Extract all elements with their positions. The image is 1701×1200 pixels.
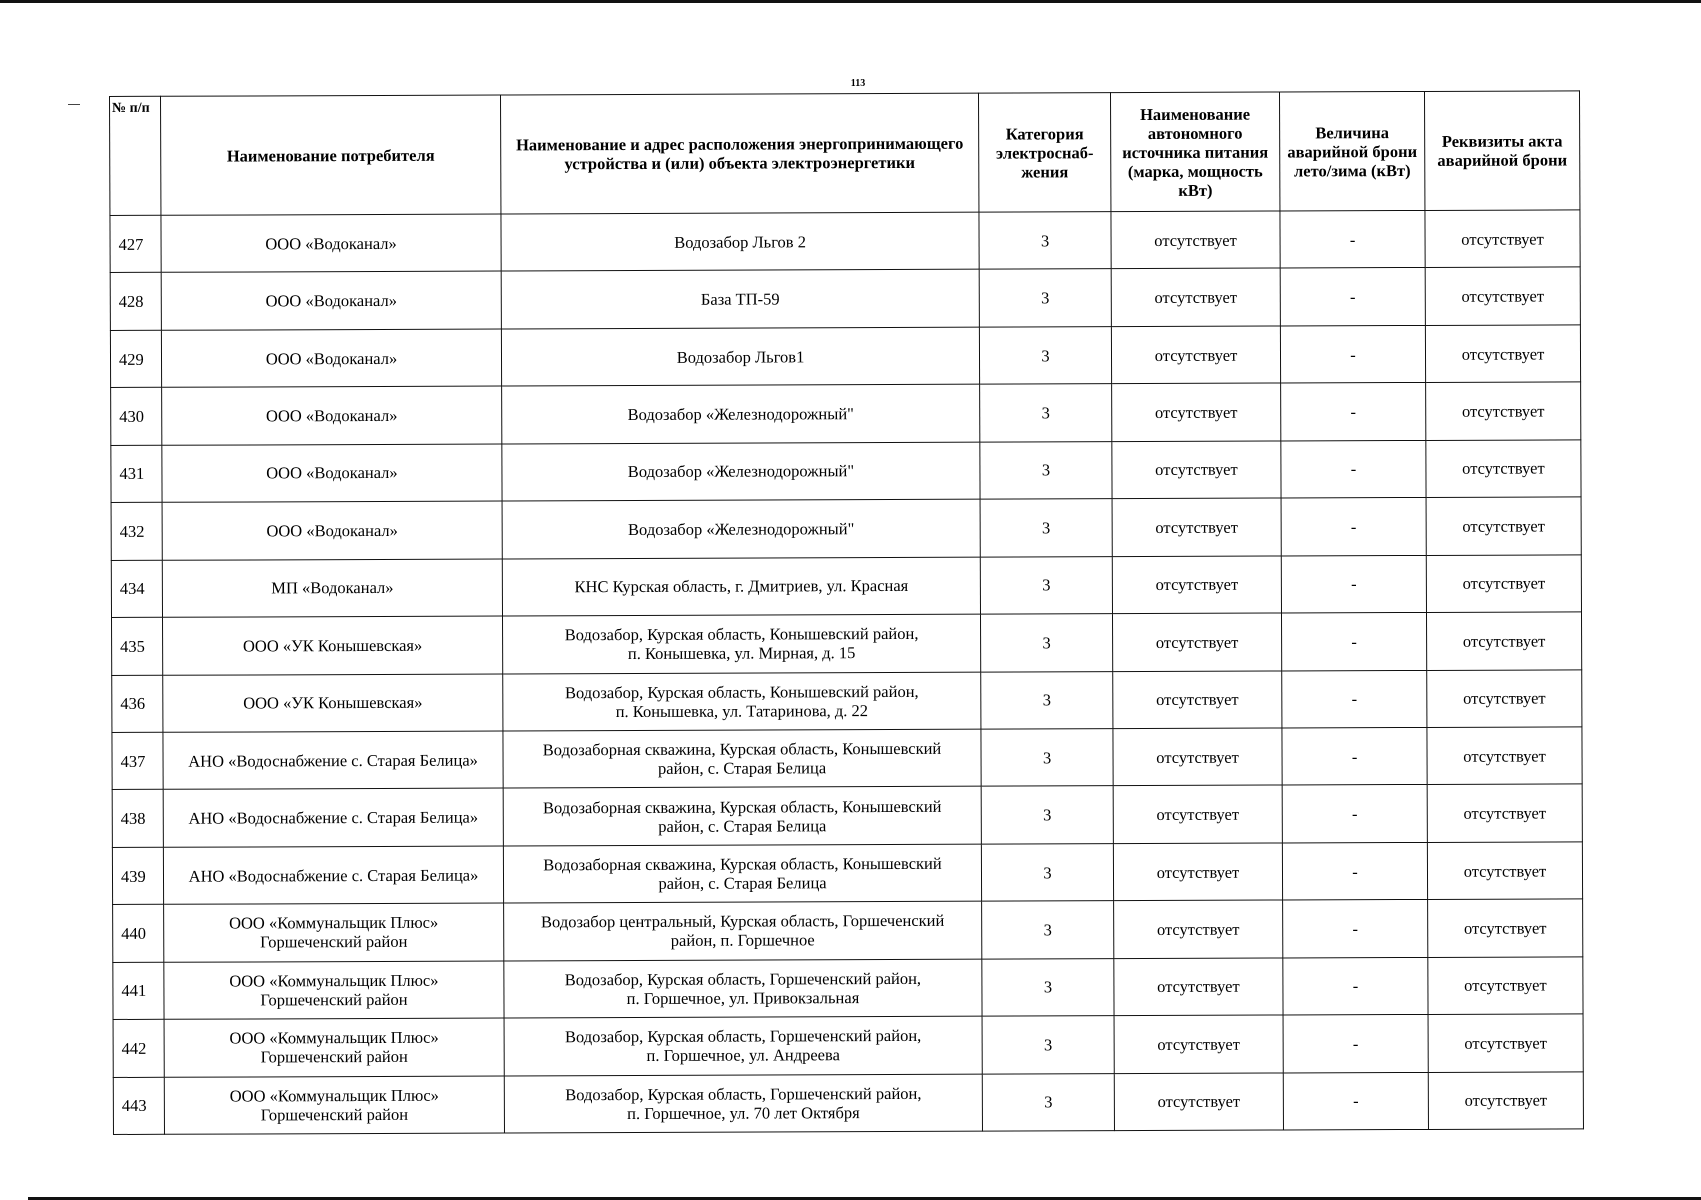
cell-num: 429 — [110, 330, 161, 388]
cell-act: отсутствует — [1426, 497, 1581, 555]
table-row — [110, 210, 1580, 273]
table-body — [110, 210, 1584, 1135]
cell-num: 436 — [112, 675, 163, 733]
cell-act: отсутствует — [1426, 382, 1581, 440]
header-reserve: Величина аварийной брони лето/зима (кВт) — [1279, 91, 1424, 211]
object-line: Водозабор «Железнодорожный" — [627, 461, 855, 482]
cell-category: 3 — [981, 729, 1113, 787]
scan-border-top — [0, 0, 1701, 3]
cell-power_source: отсутствует — [1114, 900, 1283, 958]
object-line: район, с. Старая Белица — [657, 758, 827, 779]
header-consumer: Наименование потребителя — [161, 95, 501, 215]
cell-category: 3 — [982, 958, 1114, 1016]
cell-consumer — [164, 903, 504, 962]
cell-act: отсутствует — [1428, 1014, 1583, 1072]
cell-object — [503, 729, 981, 788]
object-line: Водозабор Льгов1 — [676, 346, 805, 367]
object-line: Водозабор Льгов 2 — [674, 232, 806, 252]
table-row — [112, 612, 1582, 675]
consumer-line: ООО «УК Конышевская» — [243, 693, 423, 713]
cell-object — [504, 1074, 982, 1133]
object-line: Водозабор, Курская область, Горшеченский район, — [565, 1083, 922, 1105]
object-line: Водозабор, Курская область, Конышевский район, — [564, 681, 919, 702]
object-line: Водозабор, Курская область, Горшеченский район, — [564, 968, 922, 990]
table-row — [112, 784, 1582, 847]
cell-consumer — [161, 329, 501, 388]
cell-consumer — [162, 444, 502, 503]
cell-power_source: отсутствует — [1111, 268, 1280, 326]
cell-object — [502, 442, 980, 501]
header-power-source: Наименование автономного источника питания (марка, мощность кВт) — [1110, 92, 1279, 212]
cell-consumer — [162, 559, 502, 618]
object-line: Водозабор, Курская область, Горшеченский район, — [564, 1026, 922, 1047]
cell-object — [502, 384, 980, 443]
consumer-line: ООО «Водоканал» — [265, 348, 398, 368]
cell-object — [502, 614, 980, 673]
cell-category: 3 — [980, 384, 1112, 442]
table-row — [112, 669, 1582, 732]
consumer-line: АНО «Водоснабжение с. Старая Белица» — [188, 750, 478, 771]
cell-reserve: - — [1283, 900, 1428, 958]
consumer-line: ООО «Водоканал» — [266, 520, 398, 541]
cell-category: 3 — [982, 901, 1114, 959]
cell-category: 3 — [982, 1016, 1114, 1074]
table-row — [113, 1071, 1583, 1134]
cell-category: 3 — [981, 786, 1113, 844]
cell-num: 437 — [112, 732, 163, 790]
object-line: п. Горшечное, ул. Андреева — [646, 1045, 840, 1066]
cell-num: 427 — [110, 215, 161, 273]
cell-consumer — [161, 271, 501, 330]
cell-object — [503, 844, 981, 903]
cell-num: 438 — [112, 790, 163, 848]
header-object: Наименование и адрес расположения энергопринимающего устройства и (или) объекта электроэнергетики — [500, 93, 978, 214]
table-row — [111, 382, 1581, 445]
cell-consumer — [164, 961, 504, 1020]
cell-consumer — [162, 501, 502, 560]
object-line: Водозабор «Железнодорожный" — [627, 404, 854, 425]
cell-power_source: отсутствует — [1113, 728, 1282, 786]
consumer-line: Горшеченский район — [260, 932, 408, 952]
cell-act: отсутствует — [1427, 669, 1582, 727]
cell-reserve: - — [1281, 613, 1426, 671]
cell-object — [503, 787, 981, 846]
cell-act: отсутствует — [1425, 267, 1580, 325]
cell-power_source: отсутствует — [1113, 843, 1282, 901]
cell-category: 3 — [980, 614, 1112, 672]
cell-power_source: отсутствует — [1112, 441, 1281, 499]
table-row — [112, 842, 1582, 905]
cell-object — [504, 1016, 982, 1075]
consumer-line: ООО «Коммунальщик Плюс» — [229, 1085, 439, 1106]
object-line: п. Горшечное, ул. 70 лет Октября — [627, 1102, 860, 1123]
object-line: п. Конышевка, ул. Татаринова, д. 22 — [615, 700, 869, 721]
cell-power_source: отсутствует — [1114, 1015, 1283, 1073]
cell-consumer — [162, 386, 502, 445]
emergency-reserve-table — [109, 90, 1584, 1135]
cell-reserve: - — [1283, 1015, 1428, 1073]
consumer-line: АНО «Водоснабжение с. Старая Белица» — [188, 807, 479, 828]
cell-object — [504, 959, 982, 1018]
cell-power_source: отсутствует — [1112, 498, 1281, 556]
cell-power_source: отсутствует — [1114, 1073, 1283, 1131]
header-num: № п/п — [110, 96, 161, 215]
cell-object — [502, 499, 980, 558]
cell-reserve: - — [1283, 1072, 1428, 1130]
cell-consumer — [163, 788, 503, 847]
table-row — [112, 727, 1582, 790]
cell-power_source: отсутствует — [1114, 958, 1283, 1016]
cell-object — [503, 672, 981, 731]
cell-reserve: - — [1282, 842, 1427, 900]
cell-act: отсутствует — [1426, 612, 1581, 670]
consumer-line: Горшеченский район — [260, 989, 408, 1010]
cell-category: 3 — [980, 441, 1112, 499]
scan-mark — [68, 104, 80, 105]
cell-num: 428 — [110, 273, 161, 331]
cell-num: 441 — [113, 962, 164, 1020]
cell-power_source: отсутствует — [1111, 326, 1280, 384]
object-line: База ТП-59 — [700, 289, 780, 309]
consumer-line: ООО «Коммунальщик Плюс» — [229, 913, 439, 934]
object-line: п. Конышевка, ул. Мирная, д. 15 — [627, 643, 856, 664]
header-act: Реквизиты акта аварийной брони — [1424, 91, 1579, 211]
cell-reserve: - — [1282, 785, 1427, 843]
cell-power_source: отсутствует — [1113, 785, 1282, 843]
object-line: п. Горшечное, ул. Привокзальная — [626, 988, 860, 1008]
cell-reserve: - — [1282, 727, 1427, 785]
cell-num: 431 — [111, 445, 162, 503]
cell-act: отсутствует — [1427, 842, 1582, 900]
cell-object — [501, 212, 979, 271]
cell-object — [501, 270, 979, 329]
object-line: район, с. Старая Белица — [658, 873, 827, 893]
consumer-line: Горшеченский район — [260, 1104, 409, 1125]
cell-num: 432 — [111, 502, 162, 560]
table-row — [113, 1014, 1583, 1077]
table-row — [110, 325, 1580, 388]
object-line: район, с. Старая Белица — [658, 815, 827, 836]
cell-reserve: - — [1281, 498, 1426, 556]
cell-power_source: отсутствует — [1112, 556, 1281, 614]
cell-category: 3 — [980, 556, 1112, 614]
table-row — [111, 497, 1581, 560]
cell-num: 430 — [111, 388, 162, 446]
cell-reserve: - — [1280, 268, 1425, 326]
cell-act: отсутствует — [1427, 727, 1582, 785]
cell-act: отсутствует — [1425, 210, 1580, 268]
consumer-line: Горшеченский район — [260, 1047, 408, 1067]
page-number: 113 — [850, 78, 866, 89]
cell-reserve: - — [1281, 440, 1426, 498]
table-row — [111, 440, 1581, 503]
consumer-line: АНО «Водоснабжение с. Старая Белица» — [188, 865, 479, 886]
cell-num: 442 — [113, 1019, 164, 1077]
consumer-line: ООО «Коммунальщик Плюс» — [229, 970, 439, 991]
cell-power_source: отсутствует — [1112, 383, 1281, 441]
cell-object — [502, 557, 980, 616]
cell-consumer — [163, 673, 503, 732]
cell-reserve: - — [1280, 210, 1425, 268]
cell-num: 435 — [112, 617, 163, 675]
cell-power_source: отсутствует — [1113, 671, 1282, 729]
consumer-line: ООО «УК Конышевская» — [242, 635, 423, 656]
cell-category: 3 — [979, 212, 1111, 270]
cell-category: 3 — [981, 671, 1113, 729]
cell-act: отсутствует — [1427, 784, 1582, 842]
cell-num: 434 — [111, 560, 162, 618]
cell-consumer — [163, 616, 503, 675]
cell-category: 3 — [980, 499, 1112, 557]
cell-act: отсутствует — [1428, 899, 1583, 957]
cell-consumer — [163, 846, 503, 905]
cell-reserve: - — [1282, 670, 1427, 728]
cell-act: отсутствует — [1426, 554, 1581, 612]
cell-consumer — [164, 1076, 504, 1135]
table-row — [110, 267, 1580, 330]
cell-reserve: - — [1283, 957, 1428, 1015]
consumer-line: ООО «Водоканал» — [265, 233, 397, 254]
table-row — [113, 899, 1583, 962]
header-category: Категория электроснаб-жения — [978, 93, 1110, 213]
object-line: район, п. Горшечное — [670, 930, 815, 951]
object-line: Водозабор центральный, Курская область, Горшеченский — [540, 911, 945, 932]
object-line: Водозаборная скважина, Курская область, Конышевский — [542, 796, 942, 817]
cell-consumer — [161, 214, 501, 273]
object-line: Водозаборная скважина, Курская область, Конышевский — [542, 738, 942, 760]
cell-category: 3 — [979, 327, 1111, 385]
cell-category: 3 — [982, 1073, 1114, 1131]
table-row — [111, 554, 1581, 617]
consumer-line: ООО «Коммунальщик Плюс» — [229, 1028, 439, 1048]
cell-num: 440 — [113, 905, 164, 963]
object-line: КНС Курская область, г. Дмитриев, ул. Красная — [574, 576, 909, 597]
cell-reserve: - — [1280, 325, 1425, 383]
object-line: Водозаборная скважина, Курская область, Конышевский — [543, 853, 942, 875]
object-line: Водозабор «Железнодорожный" — [627, 519, 855, 539]
consumer-line: ООО «Водоканал» — [265, 291, 398, 311]
cell-power_source: отсутствует — [1112, 613, 1281, 671]
cell-act: отсутствует — [1428, 957, 1583, 1015]
cell-reserve: - — [1281, 555, 1426, 613]
cell-num: 439 — [112, 847, 163, 905]
cell-reserve: - — [1281, 383, 1426, 441]
cell-object — [504, 901, 982, 960]
cell-consumer — [164, 1018, 504, 1077]
cell-category: 3 — [979, 269, 1111, 327]
consumer-line: МП «Водоканал» — [271, 578, 394, 598]
table-row — [113, 957, 1583, 1020]
cell-num: 443 — [113, 1077, 164, 1135]
object-line: Водозабор, Курская область, Конышевский район, — [564, 624, 919, 645]
cell-consumer — [163, 731, 503, 790]
cell-power_source: отсутствует — [1111, 211, 1280, 269]
table-header-row — [110, 91, 1580, 216]
consumer-line: ООО «Водоканал» — [266, 463, 398, 483]
cell-category: 3 — [981, 843, 1113, 901]
cell-act: отсутствует — [1425, 325, 1580, 383]
consumer-line: ООО «Водоканал» — [265, 405, 398, 426]
cell-act: отсутствует — [1428, 1071, 1583, 1129]
cell-act: отсутствует — [1426, 440, 1581, 498]
cell-object — [501, 327, 979, 386]
